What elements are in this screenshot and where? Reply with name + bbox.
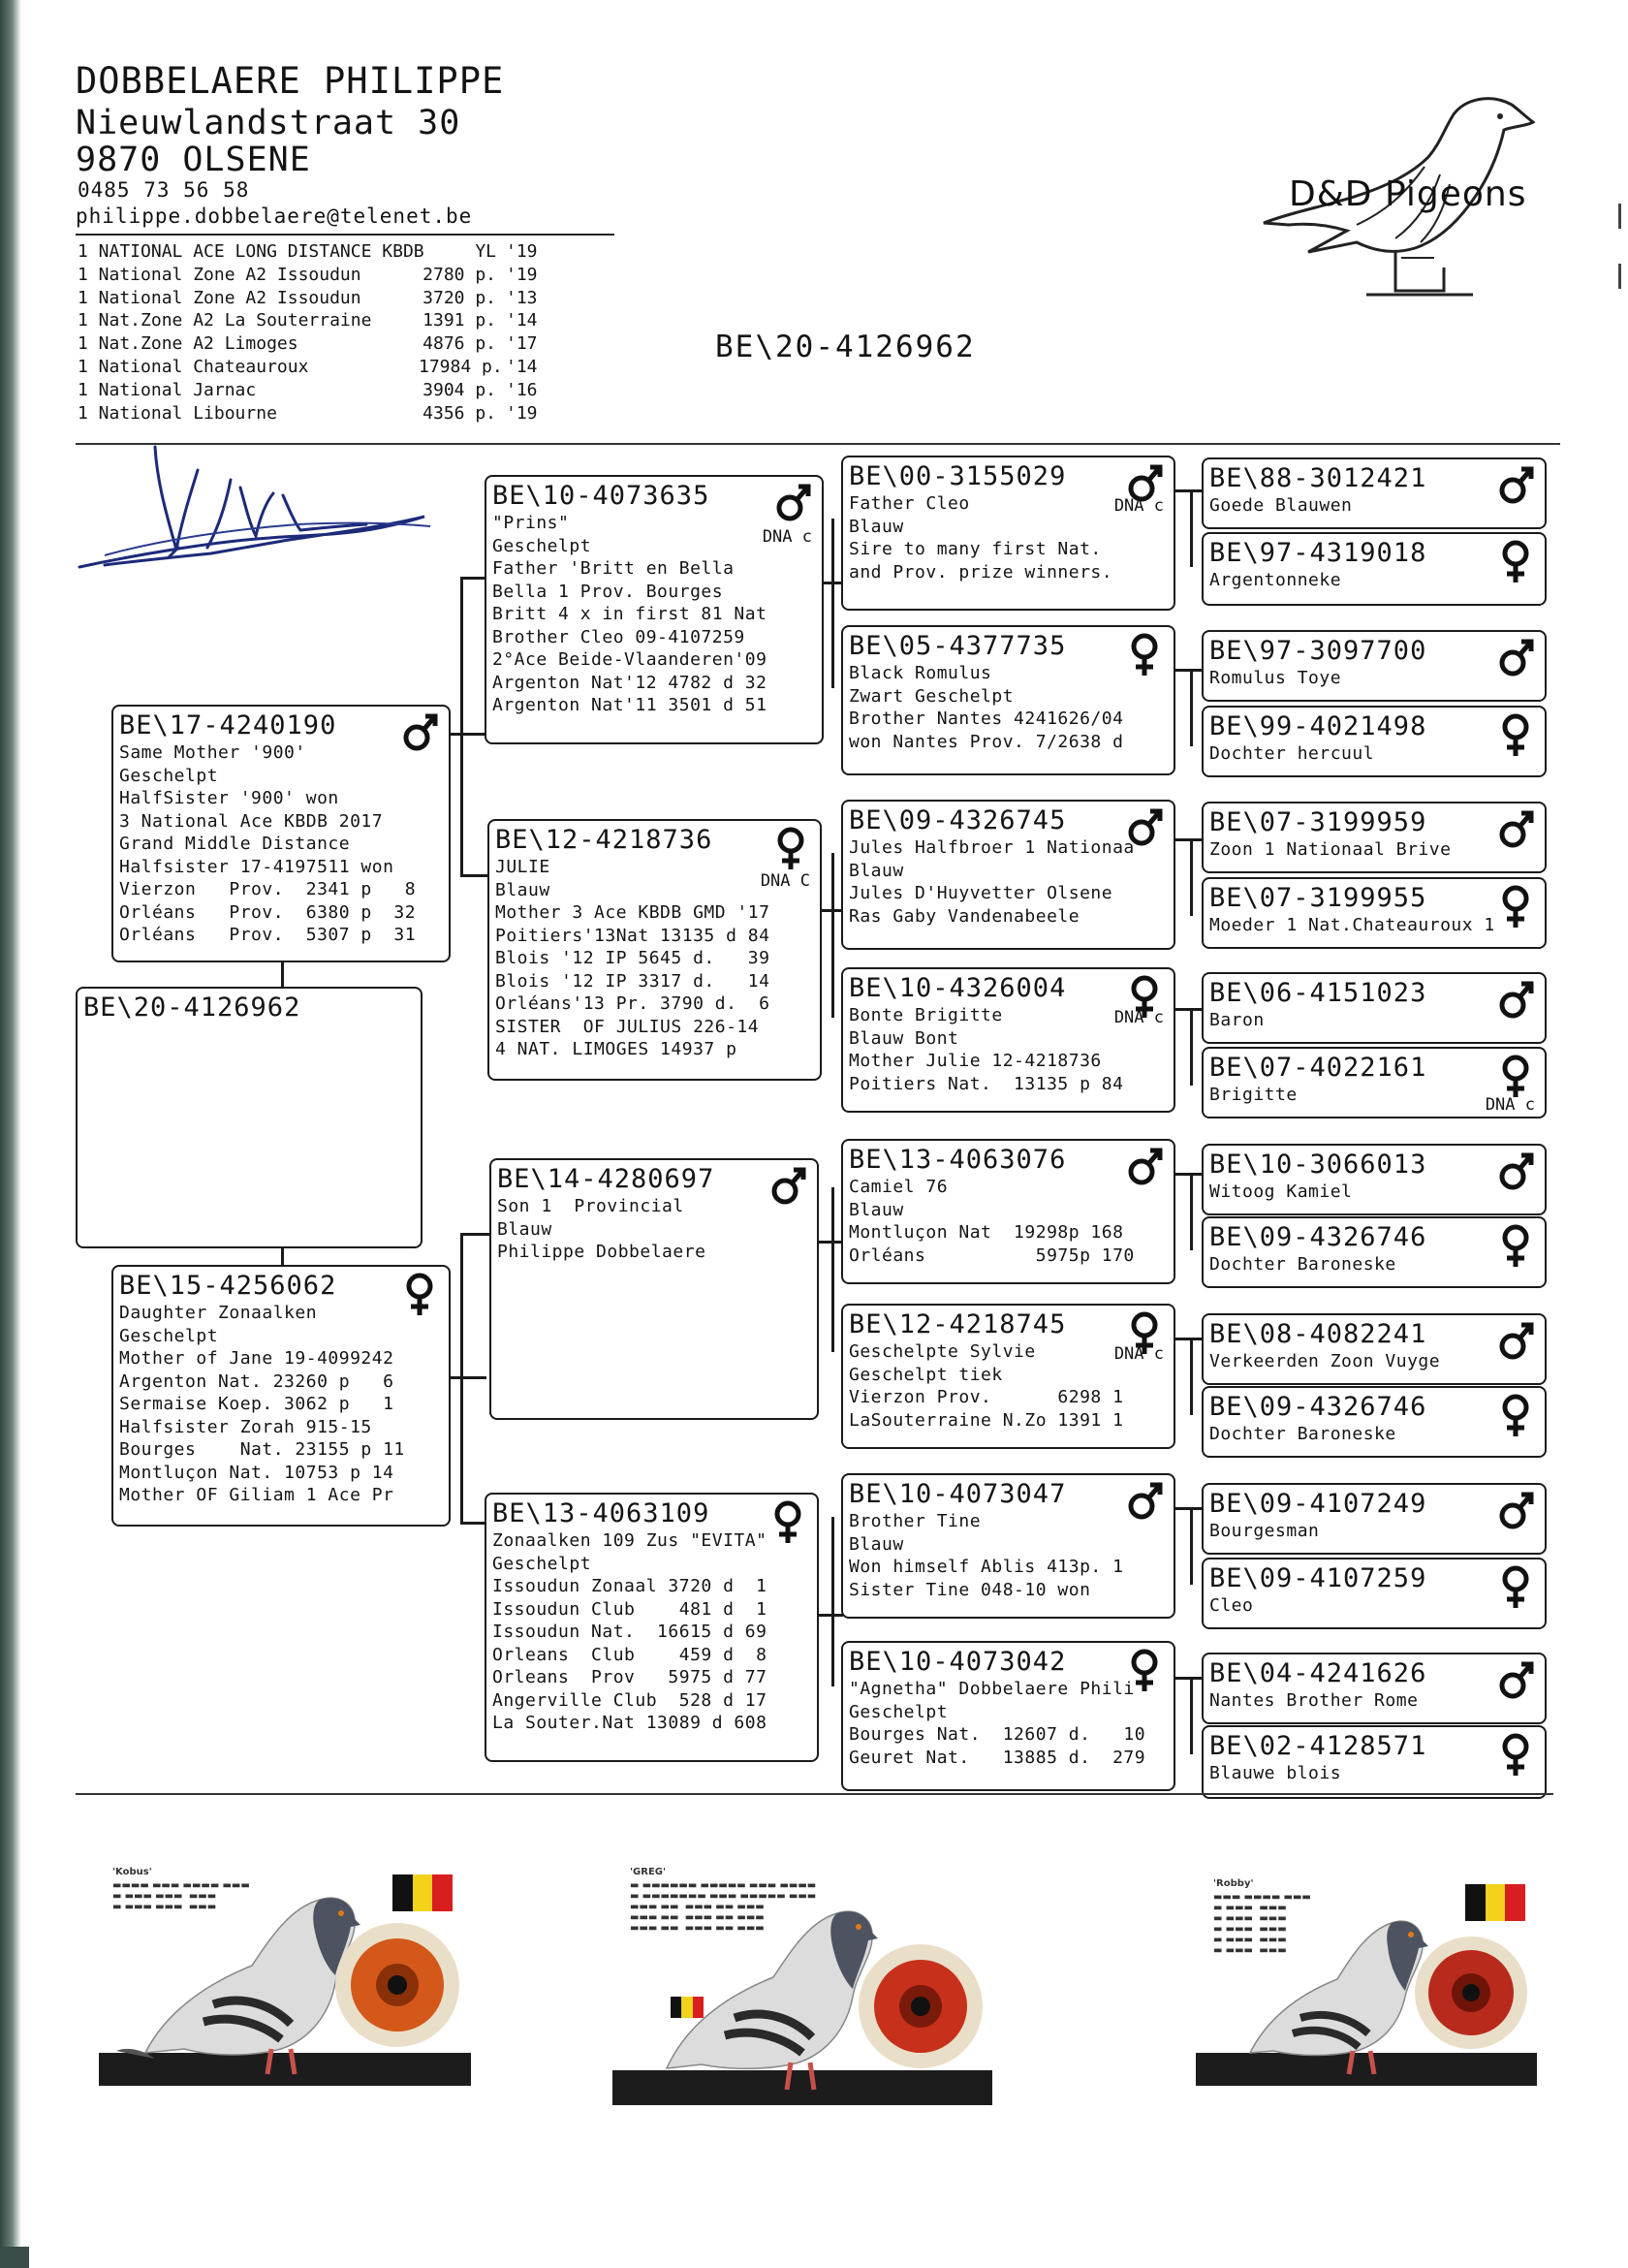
achievement-row: 1 National Zone A2 Issoudun 3720 p. '13 — [78, 287, 538, 308]
header-rule — [76, 234, 614, 236]
logo-text: D&D Pigeons — [1289, 174, 1527, 214]
achievement-row: 1 National Zone A2 Issoudun 2780 p. '19 — [78, 264, 538, 285]
pedigree-ring: BE\10-3066013 — [1209, 1150, 1427, 1180]
male-icon — [773, 481, 812, 527]
owner-email[interactable]: philippe.dobbelaere@telenet.be — [76, 205, 473, 228]
male-icon — [1496, 978, 1535, 1024]
ancestor-card[interactable]: BE\09-4326746 Dochter Baroneske — [1202, 1216, 1547, 1288]
pedigree-ring: BE\02-4128571 — [1209, 1731, 1427, 1761]
achievement-row: 1 National Libourne 4356 p. '19 — [78, 402, 538, 424]
pedigree-ring: BE\10-4073635 — [492, 481, 710, 511]
male-icon — [400, 710, 439, 757]
pedigree-ring: BE\13-4063076 — [849, 1145, 1067, 1175]
pedigree-ring: BE\09-4326746 — [1209, 1392, 1427, 1422]
signature — [76, 441, 444, 577]
pedigree-ring: BE\97-4319018 — [1209, 538, 1427, 568]
grandparent-card[interactable]: BE\13-4063109 Zonaalken 109 Zus "EVITA" Geschelpt Issoudun Zonaal 3720 d 1 Issoudun Club 481 d 1 Issoudun Nat. 16615 d 69 Orleans Club 459 d 8 Orleans Prov 5975 d 77 Angerville Club 528 d 17 La Souter.Nat 13089 d 608 — [485, 1493, 819, 1762]
achievement-row: 1 NATIONAL ACE LONG DISTANCE KBDB YL '19 — [78, 241, 538, 262]
ancestor-card[interactable]: BE\97-3097700 Romulus Toye — [1202, 630, 1547, 702]
pedigree-ring: BE\13-4063109 — [492, 1498, 710, 1528]
male-icon — [1496, 463, 1535, 510]
pigeon-image — [1192, 1859, 1541, 2109]
great-grandparent-card[interactable]: BE\05-4377735 Black Romulus Zwart Geschelpt Brother Nantes 4241626/04 won Nantes Prov. 7/2638 d — [841, 625, 1175, 775]
ancestor-card[interactable]: BE\88-3012421 Goede Blauwen — [1202, 457, 1547, 529]
female-icon — [1496, 1053, 1535, 1099]
scan-corner — [0, 2247, 29, 2268]
female-icon — [1496, 1731, 1535, 1778]
pedigree-ring: BE\14-4280697 — [497, 1164, 715, 1194]
pedigree-ring: BE\05-4377735 — [849, 631, 1067, 661]
father-card[interactable]: BE\17-4240190 Same Mother '900' Geschelpt HalfSister '900' won 3 National Ace KBDB 2017 Grand Middle Distance Halfsister 17-4197511 won Vierzon Prov. 2341 p 8 Orléans Prov. 6380 p 32 Orléans Prov. 5307 p 31 — [111, 705, 451, 962]
male-icon — [1125, 1145, 1164, 1191]
pedigree-ring: BE\10-4073042 — [849, 1647, 1067, 1677]
male-icon — [1496, 636, 1535, 682]
great-grandparent-card[interactable]: BE\09-4326745 Jules Halfbroer 1 Nationaa Blauw Jules D'Huyvetter Olsene Ras Gaby Vandenabeele — [841, 800, 1175, 950]
pigeon-photo-card[interactable]: 'GREG' ▬ ▬▬▬▬▬▬ ▬▬▬▬▬ ▬▬▬ ▬▬▬▬ ▬ ▬▬▬▬▬▬▬ ▬▬▬ ▬▬▬▬▬ ▬▬▬ ▬▬▬ ▬▬ ▬▬▬ ▬▬ ▬▬▬ ▬▬▬ ▬▬ ▬▬▬ ▬▬ ▬▬▬ ▬▬▬ ▬▬ ▬▬▬ ▬▬ ▬▬▬ — [609, 1861, 996, 2123]
ancestor-card[interactable]: BE\99-4021498 Dochter hercuul — [1202, 706, 1547, 777]
owner-name: DOBBELAERE PHILIPPE — [76, 60, 505, 102]
owner-phone: 0485 73 56 58 — [78, 178, 250, 202]
ancestor-card[interactable]: BE\09-4107249 Bourgesman — [1202, 1483, 1547, 1555]
pigeon-image — [97, 1859, 475, 2109]
ancestor-card[interactable]: BE\07-3199955 Moeder 1 Nat.Chateauroux 1 — [1202, 877, 1547, 949]
scan-mark — [1618, 204, 1621, 229]
achievements-list — [78, 240, 581, 425]
grandparent-card[interactable]: BE\12-4218736 DNA C JULIE Blauw Mother 3 Ace KBDB GMD '17 Poitiers'13Nat 13135 d 84 Blois '12 IP 5645 d. 39 Blois '12 IP 3317 d. 14 Orléans'13 Pr. 3790 d. 6 SISTER OF JULIUS 226-14 4 NAT. LIMOGES 14937 p — [487, 819, 822, 1081]
male-icon — [768, 1164, 807, 1211]
great-grandparent-card[interactable]: BE\00-3155029 DNA c Father Cleo Blauw Sire to many first Nat. and Prov. prize winners. — [841, 456, 1175, 611]
pedigree-ring: BE\10-4073047 — [849, 1479, 1067, 1509]
main-ring-number: BE\20-4126962 — [715, 330, 976, 364]
male-icon — [1125, 805, 1164, 852]
pedigree-ring: BE\09-4107249 — [1209, 1489, 1427, 1519]
pedigree-ring: BE\97-3097700 — [1209, 636, 1427, 666]
pedigree-ring: BE\88-3012421 — [1209, 463, 1427, 493]
pedigree-ring: BE\06-4151023 — [1209, 978, 1427, 1008]
female-icon — [1125, 1647, 1164, 1693]
great-grandparent-card[interactable]: BE\10-4073047 Brother Tine Blauw Won himself Ablis 413p. 1 Sister Tine 048-10 won — [841, 1473, 1175, 1619]
photo-fine-print: ▬▬▬▬ ▬▬▬ ▬▬▬▬ ▬▬▬ ▬ ▬▬▬ ▬▬▬ ▬▬▬ ▬ ▬▬▬ ▬▬▬ ▬▬▬ — [112, 1880, 250, 1912]
pedigree-ring: BE\07-3199959 — [1209, 807, 1427, 837]
pedigree-ring: BE\99-4021498 — [1209, 711, 1427, 741]
female-icon — [1496, 538, 1535, 584]
female-icon — [1496, 883, 1535, 929]
ancestor-card[interactable]: BE\07-4022161 Brigitte DNA c — [1202, 1047, 1547, 1118]
ancestor-card[interactable]: BE\04-4241626 Nantes Brother Rome — [1202, 1653, 1547, 1724]
ancestor-card[interactable]: BE\97-4319018 Argentonneke — [1202, 532, 1547, 606]
male-icon — [1496, 1150, 1535, 1196]
pedigree-ring: BE\08-4082241 — [1209, 1319, 1427, 1349]
pedigree-ring: BE\12-4218736 — [495, 825, 713, 855]
footer-rule — [76, 1793, 1553, 1795]
mother-card[interactable]: BE\15-4256062 Daughter Zonaalken Geschelpt Mother of Jane 19-4099242 Argenton Nat. 23260 p 6 Sermaise Koep. 3062 p 1 Halfsister Zorah 915-15 Bourges Nat. 23155 p 11 Montluçon Nat. 10753 p 14 Mother OF Giliam 1 Ace Pr — [111, 1265, 451, 1527]
pedigree-ring: BE\07-3199955 — [1209, 883, 1427, 913]
ancestor-card[interactable]: BE\02-4128571 Blauwe blois — [1202, 1725, 1547, 1799]
pedigree-ring: BE\04-4241626 — [1209, 1658, 1427, 1688]
owner-city: 9870 OLSENE — [76, 141, 311, 179]
pedigree-ring: BE\12-4218745 — [849, 1309, 1067, 1339]
scan-edge — [0, 0, 21, 2268]
grandparent-card[interactable]: BE\10-4073635 DNA c "Prins" Geschelpt Father 'Britt en Bella Bella 1 Prov. Bourges Britt 4 x in first 81 Nat Brother Cleo 09-4107259 2°Ace Beide-Vlaanderen'09 Argenton Nat'12 4782 d 32 Argenton Nat'11 3501 d 51 — [485, 475, 824, 744]
female-icon — [1496, 711, 1535, 758]
ancestor-card[interactable]: BE\07-3199959 Zoon 1 Nationaal Brive — [1202, 802, 1547, 873]
female-icon — [1496, 1563, 1535, 1610]
achievement-row: 1 National Chateauroux 17984 p. '14 — [78, 356, 538, 377]
subject-ring: BE\20-4126962 — [83, 992, 301, 1023]
ancestor-card[interactable]: BE\08-4082241 Verkeerden Zoon Vuyge — [1202, 1313, 1547, 1385]
male-icon — [1125, 1479, 1164, 1526]
pedigree-ring: BE\09-4326745 — [849, 805, 1067, 835]
owner-street: Nieuwlandstraat 30 — [76, 104, 461, 142]
pedigree-ring: BE\09-4107259 — [1209, 1563, 1427, 1593]
photo-fine-print: ▬▬▬ ▬▬▬▬ ▬▬▬ ▬ ▬▬▬ ▬▬▬ ▬ ▬▬▬ ▬▬▬ ▬ ▬▬▬ ▬▬▬ ▬ ▬▬▬ ▬▬▬ ▬ ▬▬▬ ▬▬▬ — [1213, 1892, 1311, 1956]
female-icon — [771, 825, 810, 871]
pedigree-ring: BE\00-3155029 — [849, 461, 1067, 491]
female-icon — [1496, 1392, 1535, 1438]
pigeon-photo-card[interactable]: 'Kobus' ▬▬▬▬ ▬▬▬ ▬▬▬▬ ▬▬▬ ▬ ▬▬▬ ▬▬▬ ▬▬▬ ▬ ▬▬▬ ▬▬▬ ▬▬▬ — [97, 1859, 475, 2109]
great-grandparent-card[interactable]: BE\10-4073042 "Agnetha" Dobbelaere Phili Geschelpt Bourges Nat. 12607 d. 10 Geuret Nat. 13885 d. 279 — [841, 1641, 1175, 1791]
grandparent-card[interactable]: BE\14-4280697 Son 1 Provincial Blauw Philippe Dobbelaere — [489, 1158, 819, 1420]
pedigree-ring: BE\10-4326004 — [849, 973, 1067, 1003]
ancestor-card[interactable]: BE\09-4326746 Dochter Baroneske — [1202, 1386, 1547, 1458]
pigeon-image — [609, 1861, 996, 2123]
pigeon-photo-card[interactable]: 'Robby' ▬▬▬ ▬▬▬▬ ▬▬▬ ▬ ▬▬▬ ▬▬▬ ▬ ▬▬▬ ▬▬▬ ▬ ▬▬▬ ▬▬▬ ▬ ▬▬▬ ▬▬▬ ▬ ▬▬▬ ▬▬▬ — [1192, 1859, 1541, 2109]
female-icon — [1496, 1222, 1535, 1269]
achievement-row: 1 Nat.Zone A2 Limoges 4876 p. '17 — [78, 333, 538, 355]
male-icon — [1496, 807, 1535, 854]
scan-mark — [1618, 264, 1621, 289]
great-grandparent-card[interactable]: BE\13-4063076 Camiel 76 Blauw Montluçon Nat 19298p 168 Orléans 5975p 170 — [841, 1139, 1175, 1284]
pedigree-ring: BE\15-4256062 — [119, 1271, 337, 1301]
great-grandparent-card[interactable]: BE\12-4218745 DNA c Geschelpte Sylvie Geschelpt tiek Vierzon Prov. 6298 1 LaSouterraine N.Zo 1391 1 — [841, 1304, 1175, 1449]
male-icon — [1496, 1319, 1535, 1366]
pedigree-ring: BE\07-4022161 — [1209, 1053, 1427, 1083]
subject-card[interactable] — [76, 987, 423, 1248]
ancestor-card[interactable]: BE\06-4151023 Baron — [1202, 972, 1547, 1044]
ancestor-card[interactable]: BE\09-4107259 Cleo — [1202, 1558, 1547, 1629]
pedigree-ring: BE\09-4326746 — [1209, 1222, 1427, 1252]
great-grandparent-card[interactable]: BE\10-4326004 DNA c Bonte Brigitte Blauw Bont Mother Julie 12-4218736 Poitiers Nat. 13135 p 84 — [841, 967, 1175, 1113]
female-icon — [768, 1498, 807, 1545]
male-icon — [1496, 1489, 1535, 1535]
female-icon — [400, 1271, 439, 1317]
achievement-row: 1 Nat.Zone A2 La Souterraine 1391 p. '14 — [78, 310, 538, 331]
achievement-row: 1 National Jarnac 3904 p. '16 — [78, 379, 538, 400]
ancestor-card[interactable]: BE\10-3066013 Witoog Kamiel — [1202, 1144, 1547, 1215]
female-icon — [1125, 631, 1164, 677]
photo-fine-print: ▬ ▬▬▬▬▬▬ ▬▬▬▬▬ ▬▬▬ ▬▬▬▬ ▬ ▬▬▬▬▬▬▬ ▬▬▬ ▬▬▬▬▬ ▬▬▬ ▬▬▬ ▬▬ ▬▬▬ ▬▬ ▬▬▬ ▬▬▬ ▬▬ ▬▬▬ ▬▬ ▬▬▬ ▬▬▬ ▬▬ ▬▬▬ ▬▬ ▬▬▬ — [630, 1880, 817, 1934]
male-icon — [1496, 1658, 1535, 1705]
pedigree-ring: BE\17-4240190 — [119, 710, 337, 740]
